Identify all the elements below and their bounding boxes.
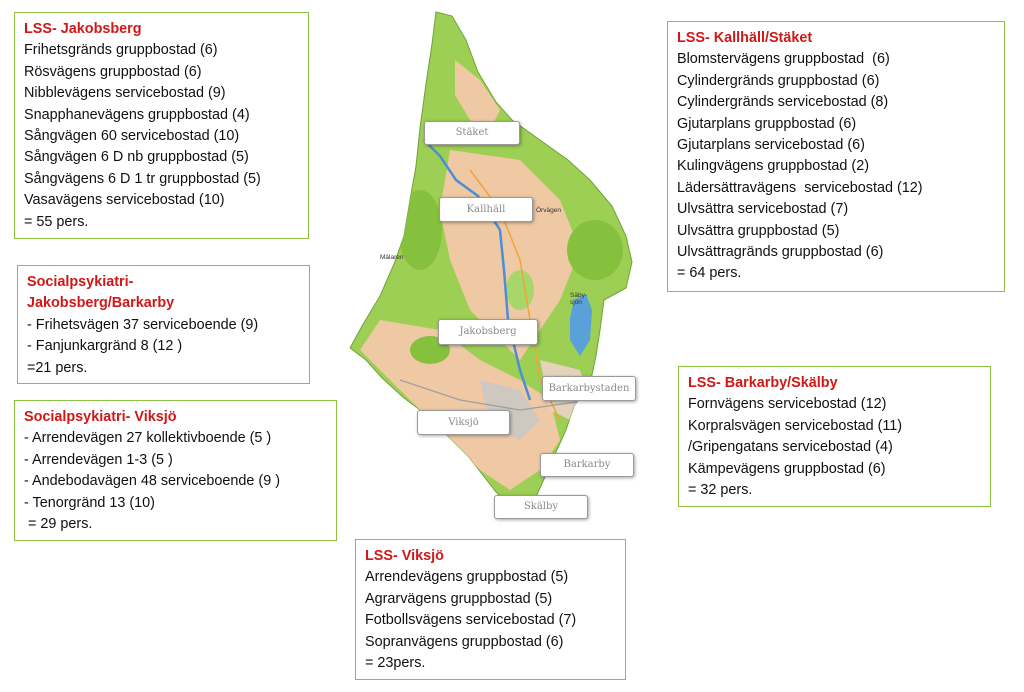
- callout-skalby: Skälby: [494, 495, 588, 519]
- box-title: Socialpsykiatri- Jakobsberg/Barkarby: [27, 274, 175, 312]
- list-item: Cylindergränds gruppbostad (6): [677, 72, 880, 89]
- list-item: Gjutarplans servicebostad (6): [677, 137, 865, 154]
- list-total: = 29 pers.: [24, 516, 93, 533]
- box-title: Socialpsykiatri- Viksjö: [24, 409, 177, 425]
- map-label-malaren: Mälaren: [380, 254, 404, 261]
- map-label-orvagen: Örvägen: [536, 207, 561, 214]
- list-item: - Andebodavägen 48 serviceboende (9 ): [24, 473, 281, 490]
- lss-jakobsberg-box: [14, 12, 309, 239]
- list-item: Blomstervägens gruppbostad (6): [677, 51, 890, 68]
- callout-staket: Stäket: [424, 121, 520, 145]
- box-title: LSS- Barkarby/Skälby: [688, 375, 838, 391]
- list-item: Ulvsättra servicebostad (7): [677, 201, 849, 218]
- box-title: LSS- Kallhäll/Stäket: [677, 30, 813, 46]
- list-item: - Fanjunkargränd 8 (12 ): [27, 338, 183, 355]
- list-item: - Tenorgränd 13 (10): [24, 494, 155, 511]
- list-item: Snapphanevägens gruppbostad (4): [24, 106, 250, 123]
- list-total: = 23pers.: [365, 655, 426, 672]
- lss-viksjo-box: [355, 539, 626, 680]
- list-item: Nibblevägens servicebostad (9): [24, 85, 226, 102]
- list-item: Gjutarplans gruppbostad (6): [677, 115, 857, 132]
- list-item: Fornvägens servicebostad (12): [688, 396, 887, 413]
- box-title: LSS- Jakobsberg: [24, 21, 142, 37]
- list-item: Kulingvägens gruppbostad (2): [677, 158, 870, 175]
- list-item: Sopranvägens gruppbostad (6): [365, 633, 564, 650]
- socialpsykiatri-jakobsberg-box: [17, 265, 310, 384]
- list-total: = 55 pers.: [24, 213, 89, 230]
- callout-kallhall: Kallhäll: [439, 197, 533, 222]
- list-item: - Arrendevägen 27 kollektivboende (5 ): [24, 430, 272, 447]
- list-item: /Gripengatans servicebostad (4): [688, 439, 893, 456]
- list-total: = 32 pers.: [688, 482, 753, 499]
- lss-barkarby-skalby-box: [678, 366, 991, 507]
- list-item: - Frihetsvägen 37 serviceboende (9): [27, 316, 259, 333]
- callout-viksjo: Viksjö: [417, 410, 510, 435]
- list-item: Kämpevägens gruppbostad (6): [688, 460, 886, 477]
- list-item: Sångvägen 60 servicebostad (10): [24, 128, 240, 145]
- socialpsykiatri-viksjo-box: [14, 400, 337, 541]
- box-title: LSS- Viksjö: [365, 548, 444, 564]
- list-total: = 64 pers.: [677, 265, 742, 282]
- list-item: Cylindergränds servicebostad (8): [677, 94, 889, 111]
- list-item: Sångvägen 6 D nb gruppbostad (5): [24, 149, 249, 166]
- list-item: - Arrendevägen 1-3 (5 ): [24, 451, 173, 468]
- list-item: Sångvägens 6 D 1 tr gruppbostad (5): [24, 170, 261, 187]
- list-total: =21 pers.: [27, 359, 88, 376]
- list-item: Frihetsgränds gruppbostad (6): [24, 42, 218, 59]
- list-item: Korpralsvägen servicebostad (11): [688, 417, 903, 434]
- callout-barkarbystaden: Barkarbystaden: [542, 376, 636, 401]
- list-item: Vasavägens servicebostad (10): [24, 192, 225, 209]
- list-item: Rösvägens gruppbostad (6): [24, 63, 202, 80]
- list-item: Ulvsättra gruppbostad (5): [677, 222, 840, 239]
- lss-kallhall-staket-box: [667, 21, 1005, 292]
- list-item: Agrarvägens gruppbostad (5): [365, 590, 553, 607]
- list-item: Ulvsättragränds gruppbostad (6): [677, 244, 884, 261]
- map-label-sabysjon: Säby- sjön: [570, 292, 587, 306]
- list-item: Arrendevägens gruppbostad (5): [365, 569, 569, 586]
- list-item: Lädersättravägens servicebostad (12): [677, 179, 923, 196]
- callout-jakobsberg: Jakobsberg: [438, 319, 538, 345]
- callout-barkarby: Barkarby: [540, 453, 634, 477]
- list-item: Fotbollsvägens servicebostad (7): [365, 612, 577, 629]
